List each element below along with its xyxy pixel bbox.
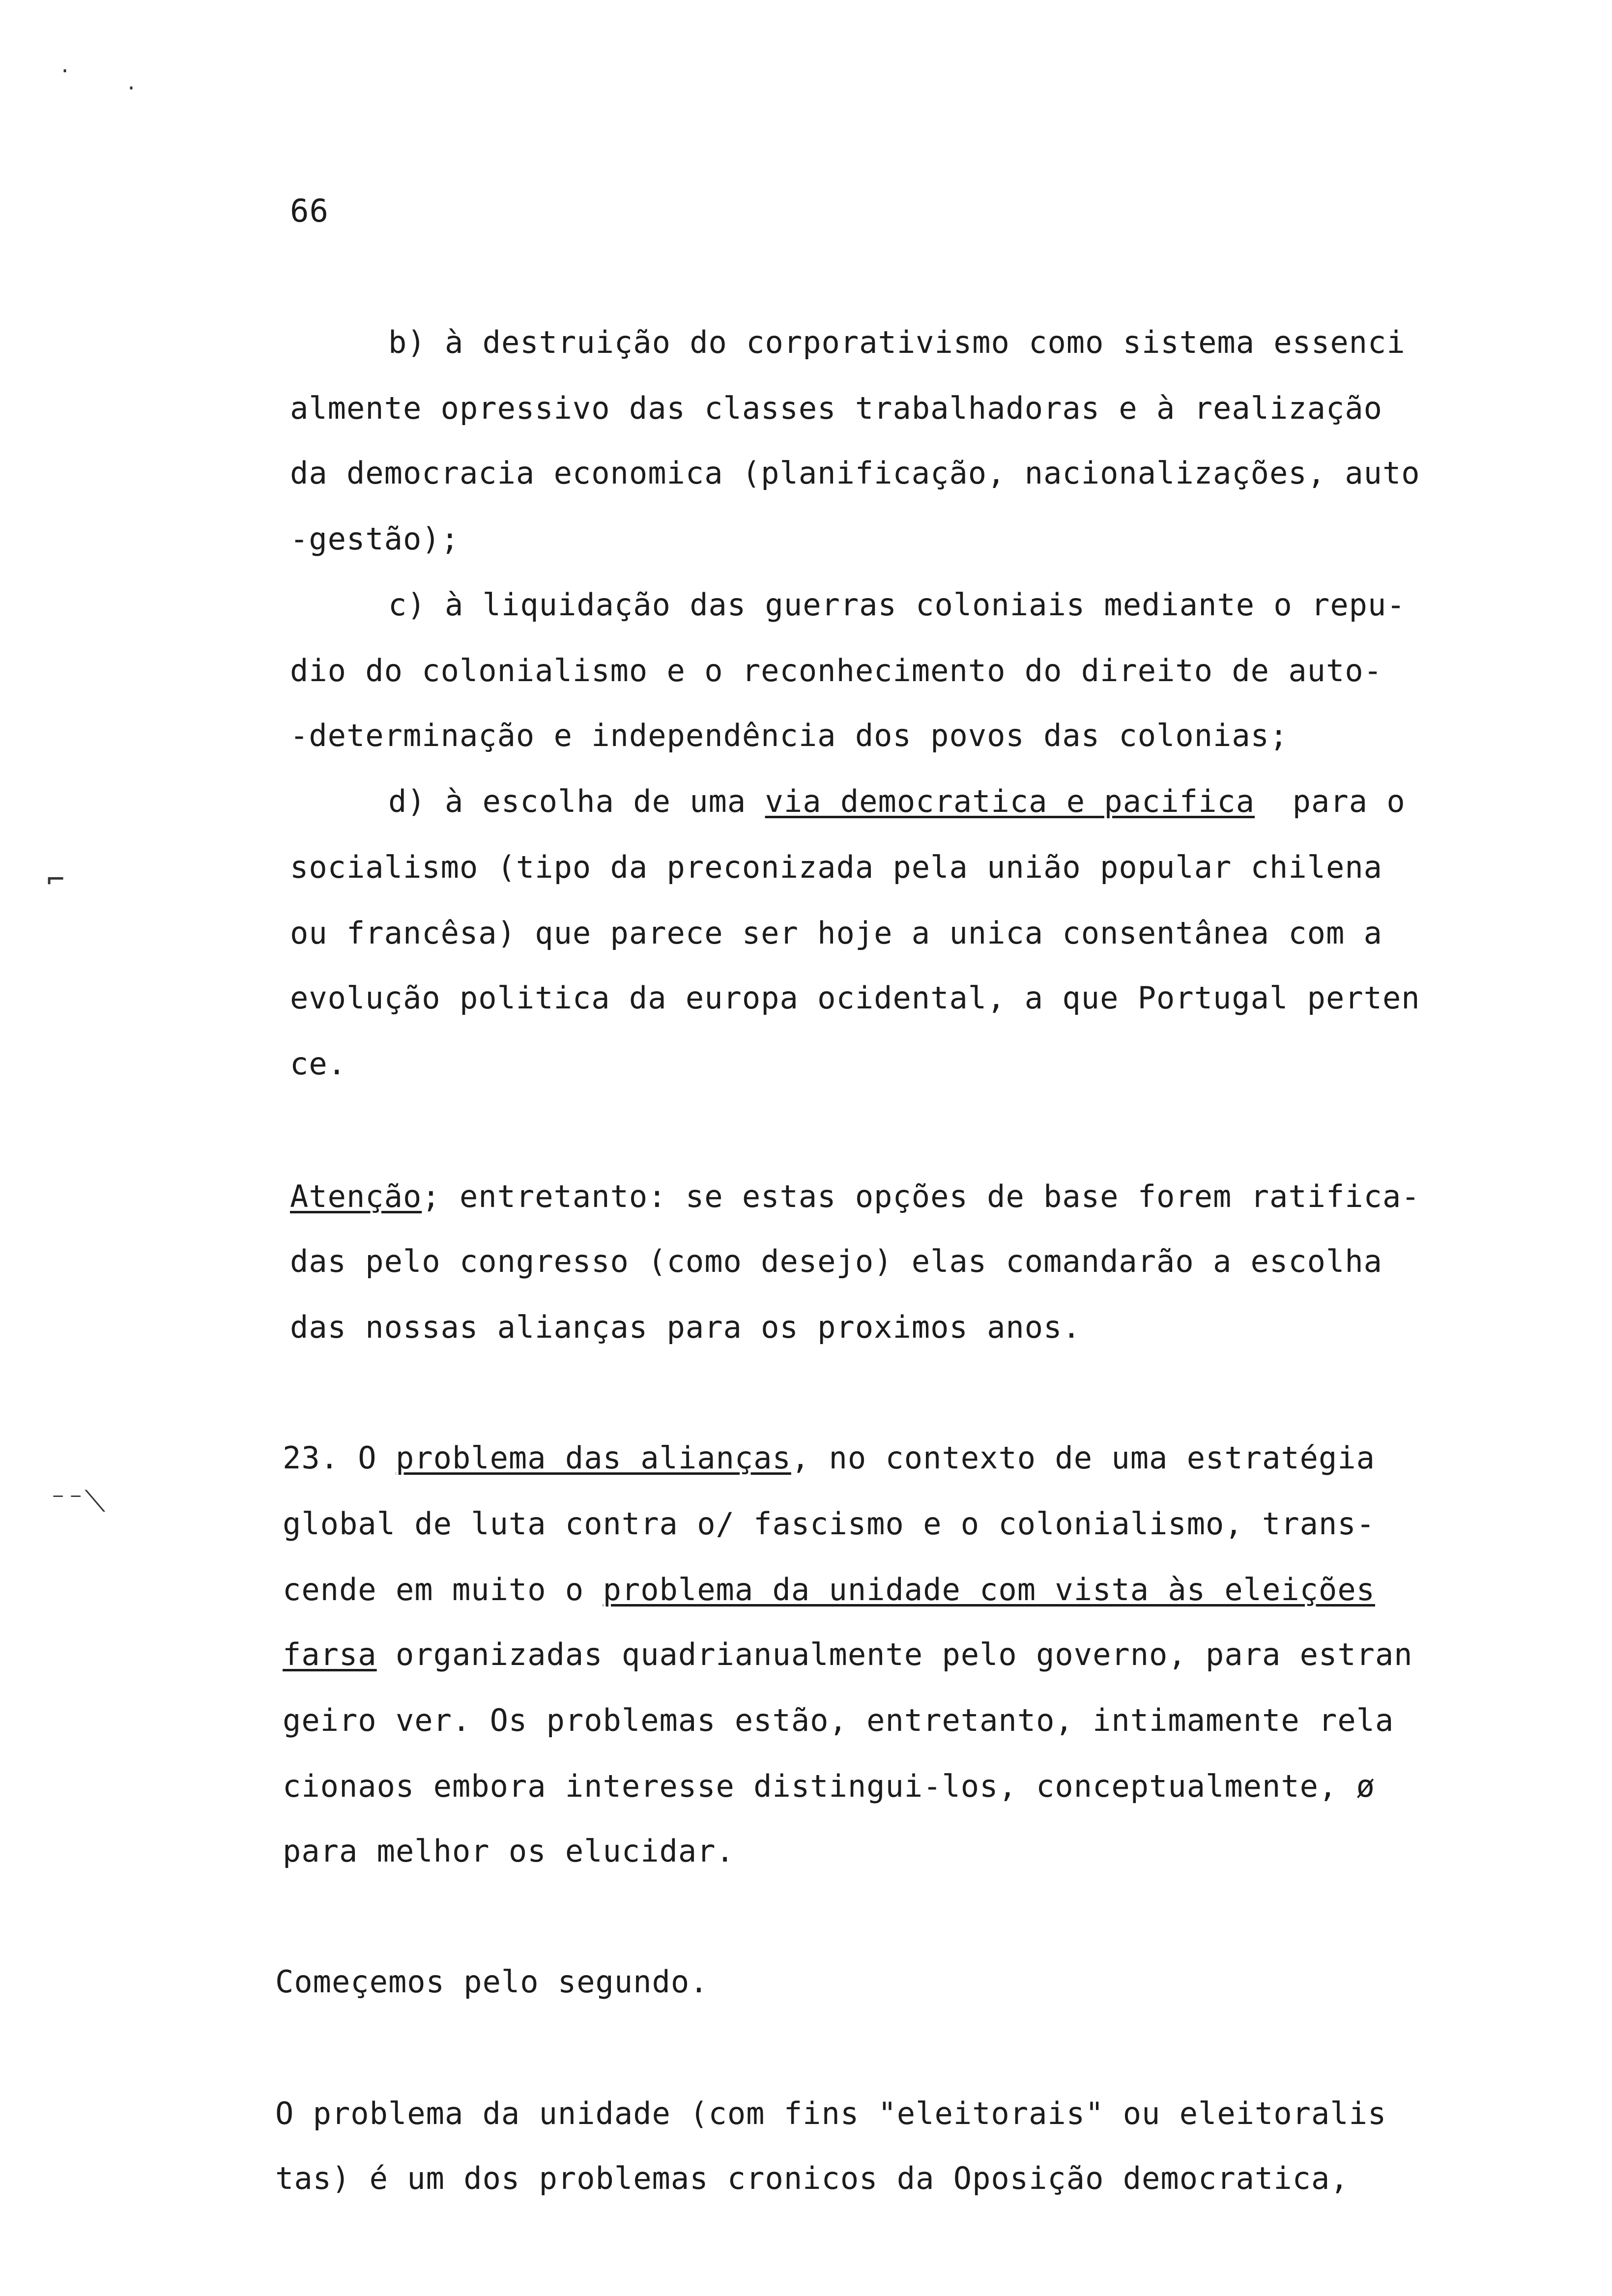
text-line: geiro ver. Os problemas estão, entretanto, intimamente rela (283, 1702, 1394, 1738)
underlined-text: farsa (283, 1636, 377, 1672)
text-line: O problema da unidade (com fins "eleitorais" ou eleitoralis (275, 2095, 1387, 2131)
text-run: ; entretanto: se estas opções de base forem ratifica- (422, 1178, 1420, 1214)
text-line (388, 784, 1406, 819)
text-line: Começemos pelo segundo. (275, 1964, 709, 2000)
text-run: para o (1255, 783, 1406, 819)
text-line (283, 1441, 1375, 1475)
text-line: das pelo congresso (como desejo) elas comandarão a escolha (290, 1243, 1382, 1279)
underlined-text: problema das alianças (395, 1440, 791, 1476)
text-line: ou francêsa) que parece ser hoje a unica consentânea com a (290, 915, 1382, 951)
scan-speck: · (125, 77, 138, 100)
text-line: da democracia economica (planificação, nacionalizações, auto (290, 455, 1420, 491)
text-run: cende em muito o (283, 1572, 603, 1607)
text-line: ce. (290, 1046, 346, 1082)
margin-mark: ⁻⁻⟍ (49, 1484, 106, 1519)
text-line: global de luta contra o/ fascismo e o colonialismo, trans- (283, 1506, 1375, 1542)
underlined-text: Atenção (290, 1178, 422, 1214)
scan-speck: · (59, 60, 71, 83)
text-line: das nossas alianças para os proximos anos. (290, 1309, 1081, 1345)
text-line: -determinação e independência dos povos das colonias; (290, 718, 1289, 753)
text-line: socialismo (tipo da preconizada pela união popular chilena (290, 849, 1382, 885)
text-line: tas) é um dos problemas cronicos da Oposição democratica, (275, 2160, 1349, 2196)
text-line: dio do colonialismo e o reconhecimento do direito de auto- (290, 653, 1382, 689)
text-line: para melhor os elucidar. (283, 1833, 735, 1869)
text-line: c) à liquidação das guerras coloniais mediante o repu- (388, 587, 1406, 623)
margin-mark: ⌐ (47, 862, 65, 897)
text-line (283, 1637, 1413, 1672)
text-line: evolução politica da europa ocidental, a que Portugal perten (290, 980, 1420, 1016)
text-line: cionaos embora interesse distingui-los, conceptualmente, ø (283, 1768, 1375, 1804)
text-line: -gestão); (290, 521, 460, 557)
text-line (290, 1179, 1420, 1214)
underlined-text: via democratica e pacifica (765, 783, 1255, 819)
text-line: b) à destruição do corporativismo como sistema essenci (388, 324, 1406, 360)
text-line: almente opressivo das classes trabalhadoras e à realização (290, 390, 1382, 426)
underlined-text: problema da unidade com vista às eleições (603, 1572, 1375, 1607)
text-run: , no contexto de uma estratégia (791, 1440, 1375, 1476)
text-run: 23. O (283, 1440, 396, 1476)
text-run: d) à escolha de uma (388, 783, 765, 819)
page-number: 66 (290, 193, 329, 230)
text-line (283, 1573, 1375, 1607)
text-run: organizadas quadrianualmente pelo governo, para estran (376, 1636, 1413, 1672)
